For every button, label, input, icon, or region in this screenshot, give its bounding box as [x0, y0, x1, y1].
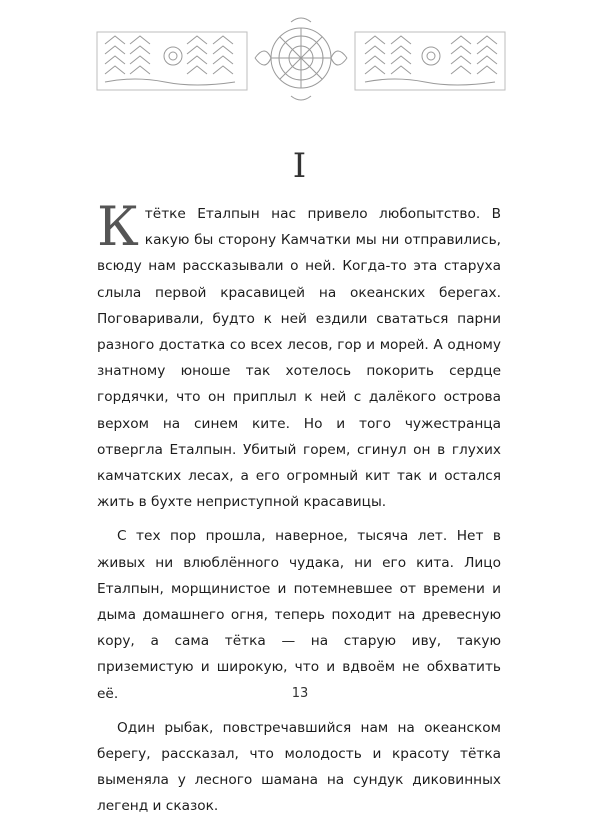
- drop-cap: К: [97, 195, 139, 258]
- body-text: [97, 195, 501, 820]
- paragraph-3: Один рыбак, повстречавшийся нам на океанском берегу, рассказал, что молодость и красоту тётка выменяла у лесного шамана на сундук диковинных легенд и сказок.: [97, 719, 501, 815]
- paragraph-2: С тех пор прошла, наверное, тысяча лет. Нет в живых ни влюблённого чудака, ни его кита. Лицо Еталпын, морщинистое и потемневшее от времени и дыма домашнего огня, теперь походит на древесную кору, а сама тётка — на старую иву, такую приземистую и широкую, что и вдвоём не обхватить её.: [97, 528, 501, 702]
- page-number: 13: [291, 686, 309, 701]
- header-ornament: [95, 14, 507, 106]
- chapter-title: I: [292, 146, 308, 186]
- paragraph-1-text: тётке Еталпын нас привело любопытство. В какую бы сторону Камчатки мы ни отправились, всюду нам рассказывали о ней. Когда-то эта старуха слыла первой красавицей на океанских берегах. Поговаривали, будто к ней ездили свататься парни разного достатка со всех лесов, гор и морей. А одному знатному юноше так хотелось покорить сердце гордячки, что он приплыл к ней с далёкого острова верхом на синем ките. Но и того чужестранца отвергла Еталпын. Убитый горем, сгинул он в глухих камчатских лесах, а его огромный кит так и остался жить в бухте неприступной красавицы.: [97, 206, 501, 511]
- paragraph-1: [97, 195, 501, 515]
